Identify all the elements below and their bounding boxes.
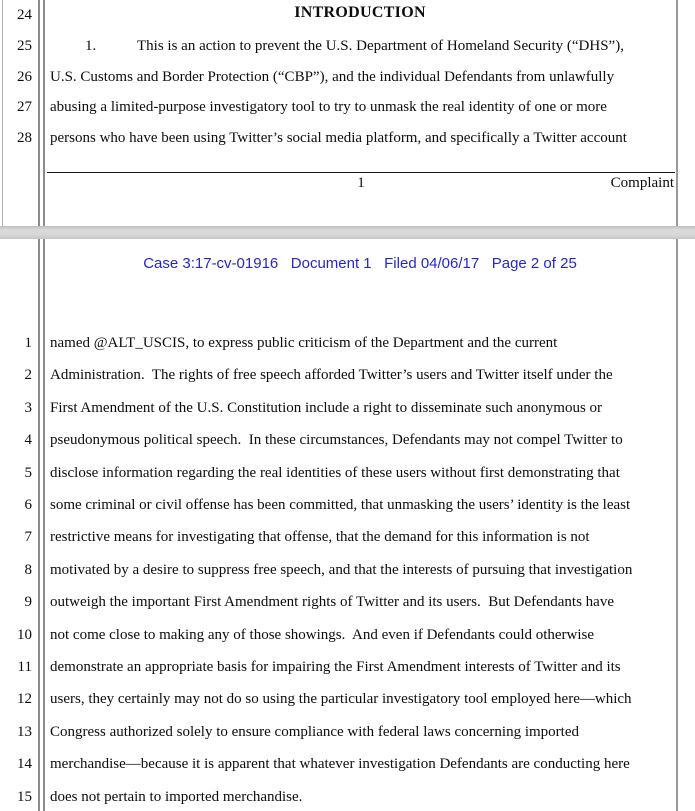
body-text-line: motivated by a desire to suppress free speech, and that the interests of pursuing that investigation: [50, 562, 633, 578]
body-text-line: disclose information regarding the real identities of these users without first demonstrating that: [50, 465, 620, 481]
line-number: 1: [24, 335, 32, 351]
body-text-line: demonstrate an appropriate basis for impairing the First Amendment interests of Twitter and its: [50, 659, 621, 675]
line-number: 6: [24, 497, 32, 513]
line-number: 15: [17, 789, 32, 805]
line-number: 10: [17, 627, 32, 643]
body-text-line: merchandise—because it is apparent that whatever investigation Defendants are conducting here: [50, 756, 630, 772]
line-number: 28: [17, 130, 32, 146]
page-divider: [0, 226, 695, 239]
page-2: [0, 239, 695, 811]
body-text-line: Administration. The rights of free speech afforded Twitter’s users and Twitter itself under the: [50, 367, 613, 383]
line-number: 13: [17, 724, 32, 740]
body-text-line: outweigh the important First Amendment rights of Twitter and its users. But Defendants have: [50, 594, 615, 610]
footer-page-number: 1: [357, 175, 365, 191]
line-number: 7: [24, 529, 32, 545]
case-stamp: Case 3:17-cv-01916 Document 1 Filed 04/06/17 Page 2 of 25: [143, 255, 577, 272]
body-text-line: persons who have been using Twitter’s social media platform, and specifically a Twitter account: [50, 130, 627, 146]
body-text-line: This is an action to prevent the U.S. Department of Homeland Security (“DHS”),: [137, 38, 624, 54]
body-text-line: not come close to making any of those showings. And even if Defendants could otherwise: [50, 627, 595, 643]
line-number: 24: [17, 7, 32, 23]
paragraph-number: 1.: [85, 38, 97, 54]
line-number: 2: [24, 367, 32, 383]
body-text-line: some criminal or civil offense has been committed, that unmasking the users’ identity is the least: [50, 497, 631, 513]
line-number: 25: [17, 38, 32, 54]
body-text-line: Congress authorized solely to ensure compliance with federal laws concerning imported: [50, 724, 579, 740]
line-number: 12: [17, 691, 32, 707]
pleading-right-rule: [676, 239, 678, 811]
body-text-line: abusing a limited-purpose investigatory tool to try to unmask the real identity of one or more: [50, 99, 607, 115]
line-number: 5: [24, 465, 32, 481]
pleading-right-rule: [676, 0, 678, 226]
body-text-line: U.S. Customs and Border Protection (“CBP”), and the individual Defendants from unlawfully: [50, 69, 615, 85]
body-text-line: pseudonymous political speech. In these circumstances, Defendants may not compel Twitter to: [50, 432, 623, 448]
line-number: 27: [17, 99, 32, 115]
pleading-margin-double-rule: [38, 0, 45, 226]
body-text-line: named @ALT_USCIS, to express public criticism of the Department and the current: [50, 335, 558, 351]
body-text-line: does not pertain to imported merchandise.: [50, 789, 303, 805]
body-text-line: restrictive means for investigating that offense, that the demand for this information is not: [50, 529, 590, 545]
line-number: 26: [17, 69, 32, 85]
line-number: 14: [17, 756, 32, 772]
line-number: 9: [24, 594, 32, 610]
pleading-margin-double-rule: [38, 239, 45, 811]
line-number: 3: [24, 400, 32, 416]
line-number: 8: [24, 562, 32, 578]
footer-doc-label: Complaint: [610, 175, 674, 191]
body-text-line: First Amendment of the U.S. Constitution include a right to disseminate such anonymous or: [50, 400, 603, 416]
page-1: [0, 0, 695, 226]
body-text-line: users, they certainly may not do so using the particular investigatory tool employed here—which: [50, 691, 632, 707]
section-heading: INTRODUCTION: [294, 4, 426, 21]
line-number: 4: [24, 432, 32, 448]
line-number: 11: [17, 659, 32, 675]
